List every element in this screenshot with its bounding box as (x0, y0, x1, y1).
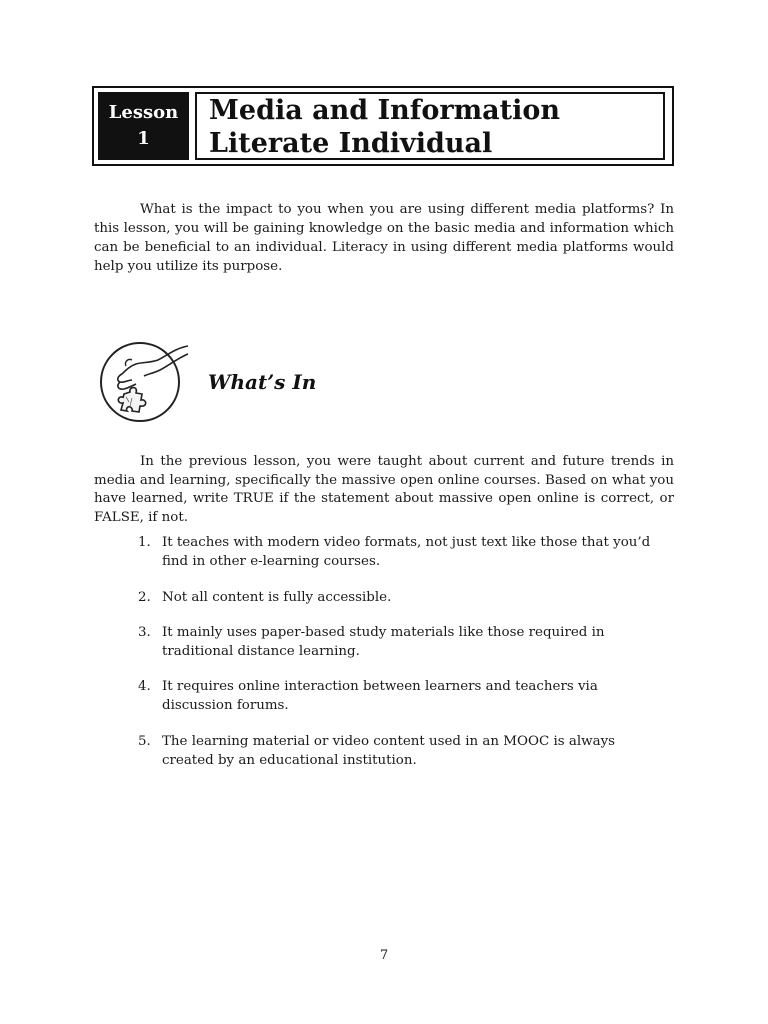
lesson-tag-number: 1 (137, 128, 150, 149)
question-number: 2. (138, 590, 151, 605)
question-text: It requires online interaction between learners and teachers via discussion forums. (162, 679, 598, 713)
intro-paragraph: What is the impact to you when you are using different media platforms? In this lesson, you will be gaining knowledge on the basic media and information which can be beneficial to an individual. Literacy in using different media platforms would help you utilize its purpose. (94, 202, 674, 274)
puzzle-hand-icon (96, 336, 192, 432)
page-number: 7 (379, 948, 389, 963)
question-number: 3. (138, 625, 151, 640)
question-list (138, 534, 658, 773)
question-item (138, 589, 658, 624)
question-item (138, 534, 658, 589)
question-text: Not all content is fully accessible. (162, 590, 392, 605)
question-number: 4. (138, 679, 151, 694)
lesson-title (209, 94, 560, 160)
question-item (138, 678, 658, 733)
lesson-title-box (195, 92, 665, 160)
question-text: It mainly uses paper-based study materials like those required in traditional distance learning. (162, 625, 605, 659)
question-item (138, 733, 658, 773)
question-item (138, 624, 658, 678)
question-number: 1. (138, 535, 151, 550)
previous-lesson-paragraph: In the previous lesson, you were taught about current and future trends in media and learning, specifically the massive open online courses. Based on what you have learned, write TRUE if the statement about massive open online is correct, or FALSE, if not. (94, 454, 674, 525)
lesson-tag (98, 92, 189, 160)
lesson-title-line1: Media and Information (209, 95, 561, 126)
question-number: 5. (138, 734, 151, 749)
lesson-tag-word: Lesson (108, 102, 179, 123)
question-text: It teaches with modern video formats, not just text like those that you’d find in other e-learning courses. (162, 535, 651, 569)
lesson-header (92, 86, 674, 166)
lesson-title-line2: Literate Individual (209, 128, 493, 159)
question-text: The learning material or video content used in an MOOC is always created by an educational institution. (162, 734, 616, 768)
section-title-whats-in: What’s In (208, 370, 317, 394)
